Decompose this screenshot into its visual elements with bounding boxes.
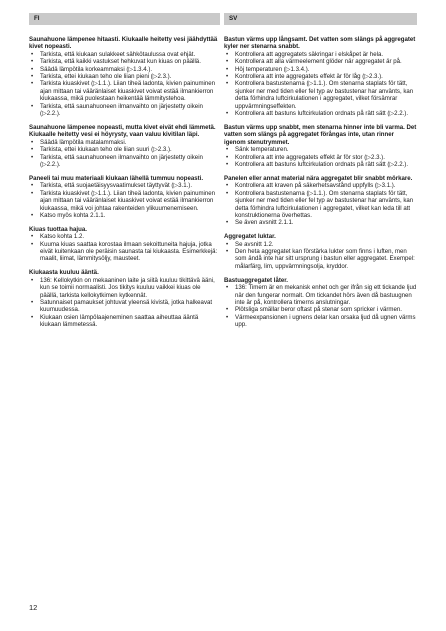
list-item: • Tarkista, että saunahuoneen ilmanvaihto on järjestetty oikein (▷2.2.).: [29, 154, 220, 169]
list-item: • Kontrollera att inte aggregatets effekt är för låg (▷2.3.).: [224, 73, 417, 80]
list-item: • Katso myös kohta 2.1.1.: [29, 212, 220, 219]
sv-section-slow-heating: [224, 36, 417, 117]
section-heading: Kiuas tuottaa hajua.: [29, 225, 87, 233]
section-heading: Kiukaasta kuuluu ääntä.: [29, 269, 99, 277]
list-item: • Tarkista kiuaskivet (▷1.1.). Liian tiheä ladonta, kivien painuminen ajan mittaan tai vääränlaiset kiuaskivet voivat estää ilmankierron kiukaassa, mikä voi johtaa rakenteiden ylikuumenemiseen.: [29, 190, 220, 212]
bullet-list: [29, 51, 220, 118]
bullet-list: [29, 139, 220, 169]
list-item: • Kontrollera bastustenarna (▷1.1.). Om stenarna staplats för tätt, sjunker ner med tiden eller fel typ av bastustenar har använts, kan detta förhindra luftcirkulationen i aggregatet, vilket försämrar uppvärmningseffekten.: [224, 80, 417, 110]
list-item: • Tarkista, että kaikki vastukset hehkuvat kun kiuas on päällä.: [29, 58, 220, 65]
list-item: • Höj temperaturen (▷1.3.4.).: [224, 66, 417, 73]
language-tag-sv: SV: [224, 13, 417, 25]
list-item: • Tarkista, että suojaetäisyysvaatimukset täyttyvät (▷3.1.).: [29, 182, 220, 189]
list-item: • Kontrollera att bastuns luftcirkulation ordnats på rätt sätt (▷2.2.).: [224, 110, 417, 117]
list-item: • 136: Kellokytkin on mekaaninen laite ja siitä kuuluu tikittävä ääni, kun se toimii normaalisti. Jos tikitys kuuluu vaikkei kiuas ole päällä, tarkista kellokytkimen kytkennät.: [29, 277, 220, 299]
bullet-list: [29, 233, 220, 263]
list-item: • Kontrollera bastustenarna (▷1.1.). Om stenarna staplats för tätt, sjunker ner med tiden eller fel typ av bastustenar har använts, kan detta förhindra luftcirkulationen i aggregatet, vilket kan leda till att konstruktionerna överhettas.: [224, 190, 417, 220]
section-heading: Saunahuone lämpenee nopeasti, mutta kivet eivät ehdi lämmetä. Kiukaalle heitetty vesi ei höyrysty, vaan valuu kivitilan läpi.: [29, 123, 216, 139]
bullet-list: [29, 277, 220, 329]
sv-section-noise: [224, 277, 417, 329]
section-heading: Aggregatet luktar.: [224, 233, 276, 241]
fi-section-darkening: [29, 175, 220, 219]
sv-section-odor: [224, 233, 417, 270]
bullet-list: [224, 241, 417, 271]
page-number: 12: [29, 603, 38, 612]
list-item: • Tarkista, ettei kiukaan teho ole liian suuri (▷2.3.).: [29, 146, 220, 153]
list-item: • Satunnaiset pamaukset johtuvat yleensä kivistä, jotka halkeavat kuumuudessa.: [29, 299, 220, 314]
finnish-column: [29, 13, 220, 335]
sv-section-darkening: [224, 175, 417, 227]
list-item: • Kuuma kiuas saattaa korostaa ilmaan sekoittuneita hajuja, jotka eivät kuitenkaan ole peräisin saunasta tai kiukaasta. Esimerkkejä: maalit, liimat, lämmitysöljy, mausteet.: [29, 241, 220, 263]
section-heading: Bastun värms upp långsamt. Det vatten som slängs på aggregatet kyler ner stenarna snabbt.: [224, 36, 416, 51]
bullet-list: [29, 182, 220, 219]
sv-section-fast-heating: [224, 124, 417, 168]
list-item: • Säädä lämpötila matalammaksi.: [29, 139, 220, 146]
bullet-list: [224, 182, 417, 226]
section-heading: Saunahuone lämpenee hitaasti. Kiukaalle heitetty vesi jäähdyttää kivet nopeasti.: [29, 36, 218, 51]
list-item: • Tarkista, että kiukaan sulakkeet sähkötaulussa ovat ehjät.: [29, 51, 220, 58]
list-item: • Säädä lämpötila korkeammaksi (▷1.3.4.).: [29, 66, 220, 73]
list-item: • Kiukaan osien lämpölaajeneminen saattaa aiheuttaa ääntä kiukaan lämmetessä.: [29, 314, 220, 329]
list-item: • Tarkista, että saunahuoneen ilmanvaihto on järjestetty oikein (▷2.2.).: [29, 103, 220, 118]
list-item: • Tarkista, ettei kiukaan teho ole liian pieni (▷2.3.).: [29, 73, 220, 80]
list-item: • Katso kohta 1.2.: [29, 233, 220, 240]
section-heading: Paneeli tai muu materiaali kiukaan lähellä tummuu nopeasti.: [29, 174, 204, 182]
language-tag-fi: FI: [29, 13, 220, 25]
fi-section-noise: [29, 269, 220, 328]
list-item: • Tarkista kiuaskivet (▷1.1.). Liian tiheä ladonta, kivien painuminen ajan mittaan tai vääränlaiset kiuaskivet voivat estää ilmankierron kiukaassa, mikä puolestaan heikentää lämmitystehoa.: [29, 80, 220, 102]
list-item: • Kontrollera att alla värmeelement glöder när aggregatet är på.: [224, 58, 417, 65]
fi-section-fast-heating: [29, 124, 220, 168]
list-item: • 136: Timern är en mekanisk enhet och ger ifrån sig ett tickande ljud när den fungerar normalt. Om tickandet hörs även då bastuugnen inte är på, kontrollera timerns anslutningar.: [224, 284, 417, 306]
bullet-list: [224, 146, 417, 168]
list-item: • Sänk temperaturen.: [224, 146, 417, 153]
list-item: • Kontrollera att aggregatets säkringar i elskåpet är hela.: [224, 51, 417, 58]
list-item: • Kontrollera att bastuns luftcirkulation ordnats på rätt sätt (▷2.2.).: [224, 161, 417, 168]
section-heading: Bastun värms upp snabbt, men stenarna hinner inte bli varma. Det vatten som slängs på aggregatet förångas inte, utan rinner igenom stenutrymmet.: [224, 123, 417, 146]
fi-section-slow-heating: [29, 36, 220, 117]
list-item: • Se även avsnitt 2.1.1.: [224, 219, 417, 226]
list-item: • Se avsnitt 1.2.: [224, 241, 417, 248]
bullet-list: [224, 284, 417, 328]
list-item: • Kontrollera att kraven på säkerhetsavstånd uppfylls (▷3.1.).: [224, 182, 417, 189]
list-item: • Plötsliga smällar beror oftast på stenar som spricker i värmen.: [224, 306, 417, 313]
section-heading: Panelen eller annat material nära aggregatet blir snabbt mörkare.: [224, 174, 413, 182]
list-item: • Kontrollera att inte aggregatets effekt är för stor (▷2.3.).: [224, 154, 417, 161]
fi-section-odor: [29, 226, 220, 263]
bullet-list: [224, 51, 417, 118]
section-heading: Bastuaggregatet låter.: [224, 276, 289, 284]
list-item: • Den heta aggregatet kan förstärka lukter som finns i luften, men som ändå inte har sitt ursprung i bastun eller aggregatet. Exempel: målarfärg, lim, uppvärmningsolja, kryddor.: [224, 248, 417, 270]
swedish-column: [224, 13, 417, 335]
list-item: • Värmeexpansionen i ugnens delar kan orsaka ljud då ugnen värms upp.: [224, 314, 417, 329]
